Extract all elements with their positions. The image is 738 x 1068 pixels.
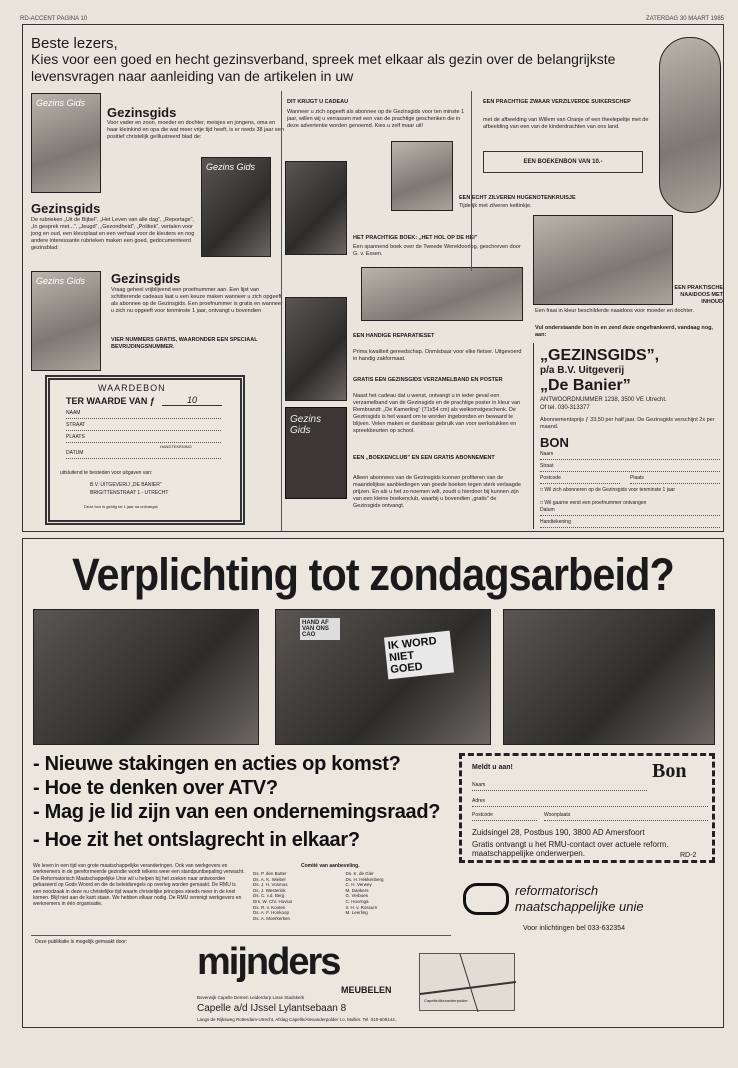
repair-set-photo (361, 267, 523, 321)
question-4: - Hoe zit het ontslagrecht in elkaar? (33, 829, 360, 851)
book-voucher-box: EEN BOEKENBON VAN 10.- (483, 151, 643, 173)
coupon-field-postcode[interactable]: Postcode (540, 475, 620, 484)
coupon-brand: „De Banier” (540, 377, 631, 394)
rmu-name-line-1: reformatorisch (515, 883, 599, 898)
mijnders-divider (31, 935, 451, 936)
coupon-phone: Of tel. 030-313377 (540, 405, 590, 411)
committee-member: C. H. Verwey (345, 882, 372, 888)
committee-member: Drs. W. Chr. Hovius (253, 898, 293, 904)
gezinsgids-coupon (533, 343, 723, 529)
committee-member: Ds. K. de Gier (345, 871, 374, 876)
mijnders-logo: mijnders (197, 941, 340, 983)
rmu-coupon-address: Zuidsingel 28, Postbus 190, 3800 AD Amersfoort (472, 828, 645, 837)
block2-text: De rubrieken „Uit de Bijbel”, „Het Leven van alle dag”, „Reportage”, „In gesprek met...”, „Jeugd”, „Gezondheid”, „Politiek”, vertalen voor jong en oud, een kleurplaat en een verhaal voor de kleuters en nog andere interessante rubrieken maken een goed, gedocumenteerd gezinsblad: (31, 217, 195, 251)
coupon-field-name[interactable]: Naam (540, 451, 720, 460)
voucher-signature-label: HANDTEKENING (160, 444, 192, 449)
binder-text: Naast het cadeau dat u wenst, ontvangt u in ieder geval een verzamelband van de Gezinsgids en de prachtige poster in kleur van Rembrandt: „De Kamerling” (71x54 cm) als welkomstgeschenk. De Gezinsgids is het waard om te worden ingebonden en bewaard te blijven. Velen maken er dankbaar gebruik van voor werkstukken en spreekbeurten op school. (353, 393, 521, 434)
value-voucher (45, 375, 245, 525)
committee-member: C. Hoornga (345, 898, 369, 904)
repair-text: Prima kwaliteit gereedschap. Onmisbaar voor elke fietser. Uitgevoerd in handig zakformaat. (353, 349, 522, 362)
mijnders-directions: Langs de Rijksweg Rotterdam-Utrecht, Afslag Capelle/Alexanderpolder t.o. Mullier. Tel. 010-508144. (197, 1017, 397, 1022)
map-roads (420, 954, 516, 1012)
magazine-cover-1: Gezins Gids (31, 93, 101, 193)
voucher-field-street: STRAAT (66, 422, 221, 431)
photo-speaker (33, 609, 259, 745)
publication-note: Deze publikatie is mogelijk gemaakt door: (35, 939, 128, 945)
voucher-value-label: TER WAARDE VAN ƒ (66, 396, 155, 406)
coupon-intro: Vul onderstaande bon in en zend deze ongefrankeerd, vandaag nog, aan: (535, 325, 713, 338)
rmu-coupon-bon: Bon (652, 760, 687, 782)
spoon-text: met de afbeelding van Willem van Oranje of een theelepeltje met de afbeelding van een van de kinderdrachten van ons land. (483, 117, 649, 130)
coupon-field-city[interactable]: Plaats (630, 475, 720, 484)
club-title: EEN „BOEKENCLUB” EN EEN GRATIS ABONNEMENT (353, 455, 495, 461)
committee-member: Ds. A. F. Honkoop (253, 910, 290, 916)
rmu-coupon-text: Gratis ontvangt u het RMU-contact over actuele reform. maatschappelijke onderwerpen. (472, 840, 669, 858)
rmu-field-address[interactable]: Adres (472, 798, 708, 807)
sugar-spoon-photo (659, 37, 721, 213)
rmu-body-text: We leven in een tijd van grote maatschappelijke veranderingen. Ook van werkgevers en werknemers in de gereformeerde gezindte wordt telkens weer een standpuntbepaling verwacht. De Reformatorisch Maatschappelijke Unie wil u helpen bij het zoeken naar antwoorden gebaseerd op Gods Woord en die de beleidsregels op overleg worden gemaakt. De RMU is een noodzaak in deze nu christelijke tijd waarin christelijke principes steeds meer in de knel komen. Blijf niet aan de kant staan. We hebben elkaar nodig. De RMU verenigt werkgevers en werknemers in één organisatie. (33, 863, 245, 908)
book-text: Een spannend boek over de Tweede Wereldoorlog, geschreven door G. v. Essen. (353, 244, 521, 257)
column-divider-1 (281, 91, 282, 531)
magazine-cover-3: Gezins Gids (31, 271, 101, 371)
voucher-field-date: DATUM (66, 450, 221, 459)
committee-list (253, 871, 433, 921)
rmu-field-city[interactable]: Woonplaats (544, 812, 708, 821)
bon-title: BON (540, 435, 569, 450)
gezinsgids-advertisement (22, 24, 724, 532)
block2-title: Gezinsgids (31, 201, 101, 216)
rmu-field-postcode[interactable]: Postcode (472, 812, 537, 821)
rmu-coupon-code: RD-2 (680, 852, 697, 859)
repair-title: EEN HANDIGE REPARATIESET (353, 333, 435, 339)
mijnders-location: Capelle a/d IJssel Lylantsebaan 8 (197, 1003, 347, 1014)
voucher-address: BRIGITTENSTRAAT 1 - UTRECHT (90, 490, 169, 496)
photo-protest-signs: HAND AF VAN ONS CAO IK WORD NIET GOED (275, 609, 491, 745)
block1-title: Gezinsgids (107, 105, 177, 120)
coupon-option-1[interactable]: □ Wil zich abonneren op de Gezinsgids voor tenminste 1 jaar (540, 487, 676, 493)
coupon-field-date[interactable]: Datum (540, 507, 720, 516)
block1-text: Voor vader en zoon, moeder en dochter, meisjes en jongens, oma en haar kleinkind en opa die wat meer vrije tijd heeft, is er reeds 38 jaar een positief christelijk geïllustreerd blad de: (107, 120, 285, 140)
committee-member: Ds. J. Westerink (253, 887, 286, 893)
voucher-validity: Deze bon is geldig tot 1 jaar na ontvangst (84, 504, 158, 509)
free-issues: VIER NUMMERS GRATIS, WAARONDER EEN SPECIAAL BEVRIJDINGSNUMMER. (111, 337, 258, 350)
question-1: - Nieuwe stakingen en acties op komst? (33, 753, 401, 775)
rmu-coupon (459, 753, 715, 863)
committee-member: M. Dankers (345, 887, 369, 893)
question-2: - Hoe te denken over ATV? (33, 777, 278, 799)
binder-photo: Gezins Gids (285, 407, 347, 499)
column-divider-2 (471, 91, 472, 271)
coupon-title: „GEZINSGIDS”, (540, 347, 660, 364)
gift-text: Wanneer u zich opgeeft als abonnee op de Gezinsgids voor ten minste 1 jaar, willen wij u verrassen met een van de prachtige geschenken die in deze advertentie worden genoemd. Kies u zelf maar uit! (287, 109, 465, 129)
question-3: - Mag je lid zijn van een ondernemingsraad? (33, 801, 441, 823)
rmu-name-line-2: maatschappelijke unie (515, 899, 644, 914)
committee-member: Ds. A. Moerkerken (253, 915, 291, 921)
voucher-field-city: PLAATS (66, 434, 221, 443)
rmu-advertisement (22, 538, 724, 1028)
committee-member: Ir. H. v. Rossum (345, 904, 378, 910)
coupon-sub: p/a B.V. Uitgeverij (540, 365, 625, 376)
rmu-coupon-title: Meldt u aan! (472, 764, 513, 771)
committee-member: Ds. P. den Butter (253, 871, 287, 876)
intro-line-1: Kies voor een goed en hecht gezinsverband, spreek met elkaar als gezin over de belangrijkste (31, 51, 616, 67)
voucher-field-name: NAAM (66, 410, 221, 419)
box-text: Een fraai in kleur beschilderde naaidoos voor moeder en dochter. (535, 308, 694, 314)
page-header-left: RD-ACCENT PAGINA 10 (20, 16, 88, 22)
rmu-field-name[interactable]: Naam (472, 782, 647, 791)
box-title: EEN PRAKTISCHE NAAIDOOS MET INHOUD (674, 285, 723, 305)
block3-text: Vraag geheel vrijblijvend een proefnummer aan. Een lijst van schitterende cadeaus laat u een keuze maken wanneer u zich opgeeft als abonnee op de Gezinsgids. Een proefnummer is gratis en wanneer u zich nu opgeeft voor tenminste 1 jaar, ontvangt u bovendien (111, 287, 283, 314)
coupon-address: ANTWOORDNUMMER 1238, 3500 VE Utrecht. (540, 397, 667, 403)
coupon-field-street[interactable]: Straat (540, 463, 720, 472)
book-title: HET PRACHTIGE BOEK: „HET HOL OP DE HEI” (353, 235, 478, 241)
block3-title: Gezinsgids (111, 271, 181, 286)
cross-title: EEN ECHT ZILVEREN HUGENOTENKRUISJE (459, 195, 576, 201)
intro-line-2: levensvragen naar aanleiding van de artikelen in uw (31, 68, 354, 84)
mijnders-sub: MEUBELEN (341, 985, 392, 995)
voucher-value: 10 (162, 395, 222, 406)
coupon-price: Abonnementsprijs ƒ 33,50 per half jaar. De Gezinsgids verschijnt 2x per maand. (540, 417, 715, 430)
book-photo (285, 161, 347, 255)
mijnders-towns: Boverwijk Capelle Demen Leiderdorp Lisse Stadskerk (197, 995, 305, 1000)
voucher-company: B.V. UITGEVERIJ „DE BANIER” (90, 482, 162, 488)
committee-member: Ds. H. Hekkenberg (345, 876, 384, 882)
cross-text: Tijdelijk met zilveren kettinkje. (459, 203, 532, 209)
committee-title: Comité van aanbeveling. (301, 863, 360, 869)
voucher-note: uitsluitend te besteden voor uitgaven van: (60, 470, 153, 476)
committee-member: Ds. J. H. Vosmos (253, 882, 288, 888)
rembrandt-poster-photo (285, 297, 347, 401)
voucher-title: WAARDEBON (98, 383, 166, 393)
rmu-info: Voor inlichtingen bel 033-632354 (523, 925, 625, 932)
rmu-logo-icon (463, 883, 509, 915)
club-text: Alleen abonnees van de Gezinsgids kunnen profiteren van de maandelijkse aanbiedingen van goede boeken tegen sterk verlaagde prijzen. En als u het zo noemen wilt, zoudt u hierdoor bij kunnen zijn van een kleine boekenclub, waarbij u bovendien „gratis” de Gezinsgids ontvangt. (353, 475, 521, 509)
committee-member: Ds. A. K. Wiebel (253, 876, 286, 882)
intro-title: Beste lezers, (31, 35, 118, 52)
page-header-right: ZATERDAG 30 MAART 1985 (645, 16, 724, 22)
coupon-option-2[interactable]: □ Wil gaarne eerst een proefnummer ontvangen (540, 500, 647, 506)
magazine-cover-2: Gezins Gids (201, 157, 271, 257)
committee-member: Ds. R. v. Kooten (253, 904, 286, 910)
committee-member: Ds. C. v.d. Berg (253, 893, 285, 899)
cross-pendant-photo (391, 141, 453, 211)
binder-title: GRATIS EEN GEZINSGIDS VERZAMELBAND EN POSTER (353, 377, 503, 383)
committee-member: M. Leerling (345, 910, 368, 916)
photo-march (503, 609, 715, 745)
spoon-title: EEN PRACHTIGE ZWAAR VERZILVERDE SUIKERSCHEP (483, 99, 631, 105)
gift-title: DIT KRIJGT U CADEAU (287, 99, 349, 105)
mijnders-map: Capelle/Alexanderpolder (419, 953, 515, 1011)
sewing-box-photo (533, 215, 673, 305)
headline: Verplichting tot zondagsarbeid? (72, 549, 674, 600)
coupon-field-signature[interactable]: Handtekening (540, 519, 720, 528)
committee-member: G. Verboes (345, 893, 369, 899)
